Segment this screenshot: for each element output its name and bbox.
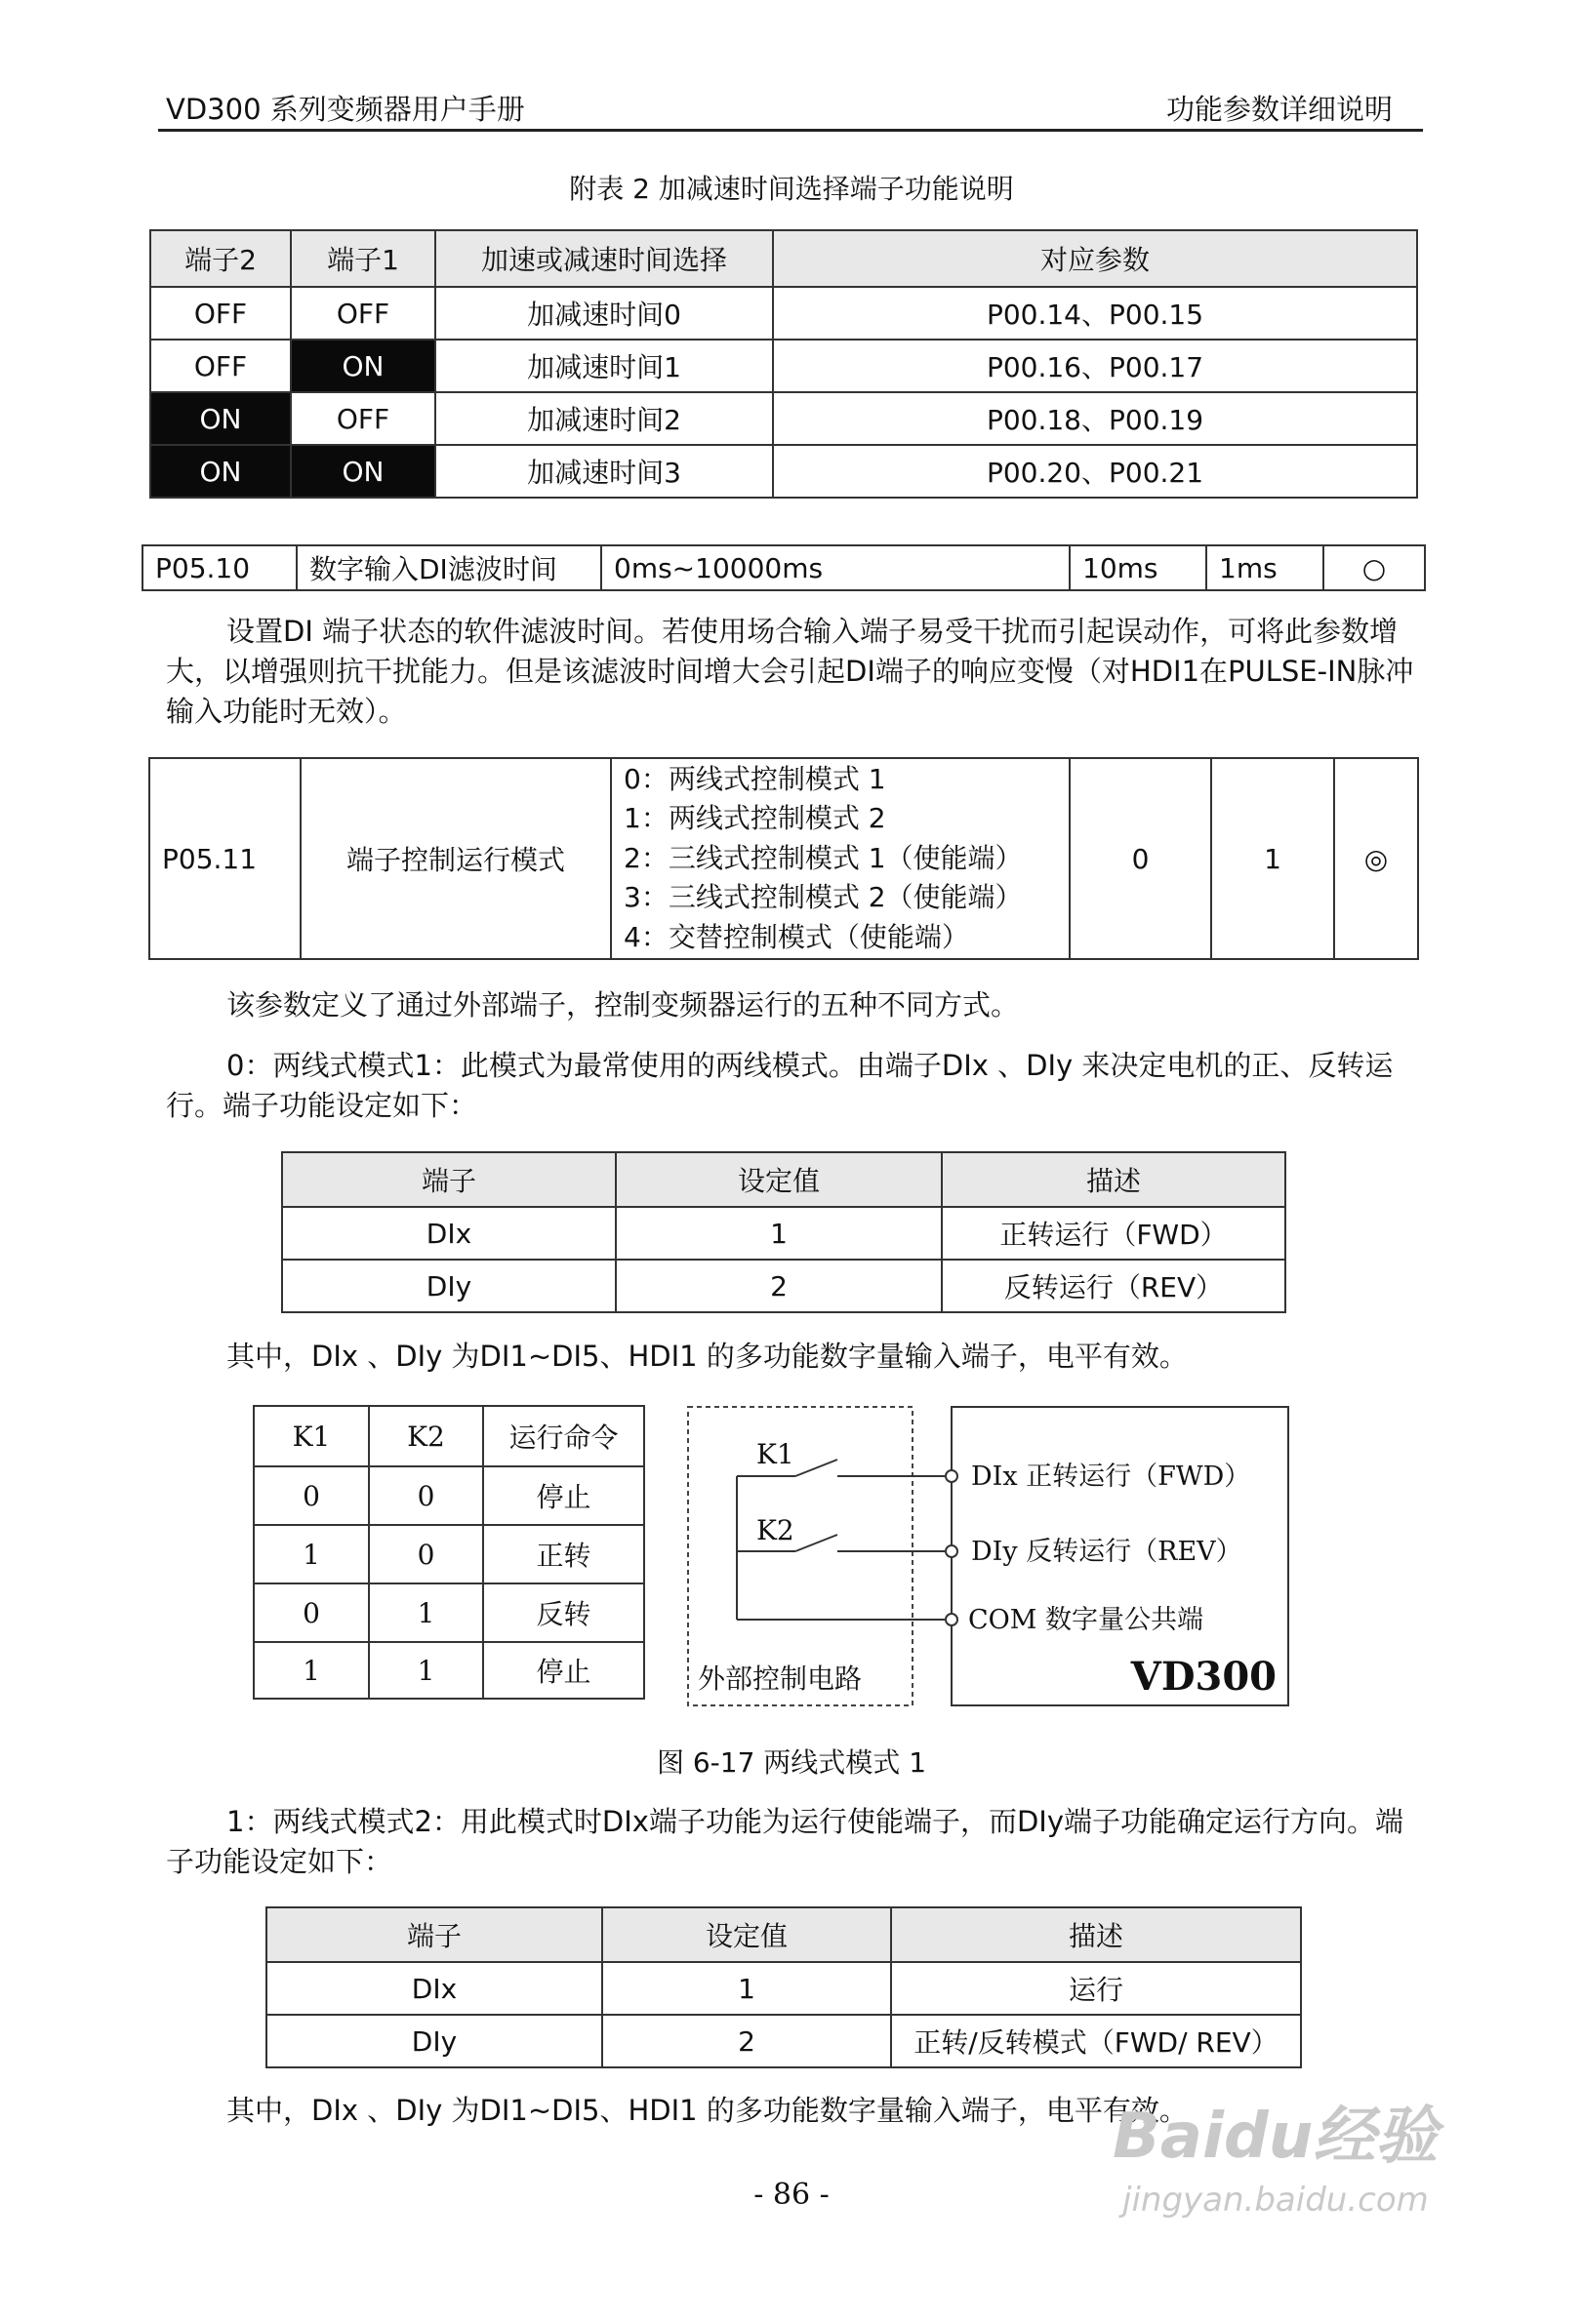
param-default: 10ms [1070,545,1206,590]
k1-switch [795,1460,837,1476]
k1-label: K1 [756,1438,794,1470]
truth-cell: 反转 [483,1583,644,1642]
truth-cell: 0 [369,1525,483,1583]
table2-header: 端子1 [291,230,435,287]
param-p0510 [142,544,1426,591]
param-code: P05.11 [149,758,301,959]
mode1-cell: DIx [266,1962,602,2015]
truth-cell: 1 [254,1642,369,1699]
mode0-header: 端子 [282,1152,616,1207]
truth-header: 运行命令 [483,1406,644,1466]
mode-option: 2：三线式控制模式 1（使能端） [624,841,1023,874]
truth-cell: 1 [369,1583,483,1642]
table2-cell: 加减速时间3 [435,445,773,498]
mode0-table [281,1151,1286,1313]
mode0-cell: DIy [282,1260,616,1312]
table2-cell-on: ON [150,392,291,445]
table-row [266,1962,1301,2015]
mode1-cell: 运行 [891,1962,1301,2015]
mode0-cell: 正转运行（FWD） [942,1207,1285,1260]
mode0-header: 设定值 [616,1152,942,1207]
table-row [150,287,1417,340]
table2-cell: P00.20、P00.21 [773,445,1417,498]
p0510-description: 设置DI 端子状态的软件滤波时间。若使用场合输入端子易受干扰而引起误动作，可将此参数增大，以增强则抗干扰能力。但是该滤波时间增大会引起DI端子的响应变慢（对HDI1在PULSE-IN脉冲输入功能时无效）。 [166,615,1414,728]
table2-cell: P00.16、P00.17 [773,340,1417,392]
table2-cell-on: ON [291,445,435,498]
table2 [149,229,1418,499]
mode-option: 4：交替控制模式（使能端） [624,920,969,953]
table-row [266,2015,1301,2067]
table-row [150,445,1417,498]
com-terminal [946,1614,957,1625]
k2-label: K2 [756,1514,794,1546]
mode0-cell: 2 [616,1260,942,1312]
com-label: COM 数字量公共端 [968,1605,1204,1635]
mode1-cell: 正转/反转模式（FWD/ REV） [891,2015,1301,2067]
mode1-cell: 1 [602,1962,891,2015]
model-label: VD300 [1130,1654,1277,1700]
mode1-description: 1：两线式模式2：用此模式时DIx端子功能为运行使能端子，而DIy端子功能确定运行方向。端子功能设定如下： [166,1805,1403,1878]
p0511-description: 该参数定义了通过外部端子，控制变频器运行的五种不同方式。 [226,988,1020,1022]
figure-caption: 图 6-17 两线式模式 1 [656,1746,927,1779]
param-range: 0ms~10000ms [601,545,1070,590]
external-circuit-label: 外部控制电路 [698,1663,863,1695]
param-unit: 1ms [1206,545,1323,590]
mode-option: 1：两线式控制模式 2 [624,802,886,835]
mode1-header: 设定值 [602,1907,891,1962]
param-modes [611,758,1070,959]
dix-terminal [946,1470,957,1482]
table2-cell-on: ON [150,445,291,498]
table2-caption: 附表 2 加减速时间选择端子功能说明 [569,173,1014,205]
mode-option: 3：三线式控制模式 2（使能端） [624,881,1023,914]
param-mark: ○ [1323,545,1425,590]
table2-cell: OFF [150,340,291,392]
param-p0511 [148,757,1419,960]
truth-cell: 停止 [483,1642,644,1699]
table-row [282,1260,1285,1312]
table2-header: 端子2 [150,230,291,287]
header-rule [158,129,1423,132]
page-number: - 86 - [753,2178,830,2212]
header-right: 功能参数详细说明 [1165,93,1393,126]
table2-cell: OFF [291,287,435,340]
truth-cell: 1 [369,1642,483,1699]
truth-cell: 0 [254,1466,369,1525]
table2-cell: OFF [150,287,291,340]
table-row [282,1207,1285,1260]
diy-label: DIy 反转运行（REV） [971,1537,1242,1567]
table2-cell: 加减速时间0 [435,287,773,340]
truth-cell: 0 [369,1466,483,1525]
table2-cell-on: ON [291,340,435,392]
mode1-table [265,1906,1302,2068]
table2-cell: 加减速时间1 [435,340,773,392]
table2-header: 加速或减速时间选择 [435,230,773,287]
mode-option: 0：两线式控制模式 1 [624,762,886,795]
mode1-header: 描述 [891,1907,1301,1962]
param-unit: 1 [1211,758,1334,959]
truth-cell: 正转 [483,1525,644,1583]
baidu-watermark-logo: Baidu经验 [1113,2101,1439,2173]
k2-switch [795,1535,837,1551]
table2-cell: OFF [291,392,435,445]
mode1-cell: 2 [602,2015,891,2067]
table-row [254,1466,644,1525]
header-left: VD300 系列变频器用户手册 [166,93,525,126]
param-name: 端子控制运行模式 [301,758,611,959]
mode0-cell: 反转运行（REV） [942,1260,1285,1312]
mode0-header: 描述 [942,1152,1285,1207]
table-row [150,340,1417,392]
table-row [150,392,1417,445]
table2-cell: 加减速时间2 [435,392,773,445]
note-1: 其中，DIx 、DIy 为DI1~DI5、HDI1 的多功能数字量输入端子，电平有效。 [226,1340,1188,1373]
baidu-watermark-url: jingyan.baidu.com [1122,2181,1429,2220]
dix-label: DIx 正转运行（FWD） [971,1462,1251,1492]
table-row [254,1642,644,1699]
table2-cell: P00.14、P00.15 [773,287,1417,340]
table-row [254,1583,644,1642]
param-code: P05.10 [142,545,297,590]
mode0-description: 0：两线式模式1：此模式为最常使用的两线模式。由端子DIx 、DIy 来决定电机的正、反转运行。端子功能设定如下： [166,1049,1394,1122]
truth-table [253,1405,645,1700]
param-name: 数字输入DI滤波时间 [297,545,601,590]
mode1-header: 端子 [266,1907,602,1962]
table2-cell: P00.18、P00.19 [773,392,1417,445]
mode0-cell: 1 [616,1207,942,1260]
diy-terminal [946,1545,957,1557]
truth-header: K1 [254,1406,369,1466]
table-row [254,1525,644,1583]
truth-header: K2 [369,1406,483,1466]
truth-cell: 0 [254,1583,369,1642]
wiring-diagram [683,1395,1308,1717]
param-mark: ◎ [1334,758,1418,959]
note-2: 其中，DIx 、DIy 为DI1~DI5、HDI1 的多功能数字量输入端子，电平有效。 [226,2094,1188,2127]
truth-cell: 停止 [483,1466,644,1525]
truth-cell: 1 [254,1525,369,1583]
mode1-cell: DIy [266,2015,602,2067]
external-circuit-box [688,1407,913,1705]
param-default: 0 [1070,758,1211,959]
table2-header: 对应参数 [773,230,1417,287]
mode0-cell: DIx [282,1207,616,1260]
